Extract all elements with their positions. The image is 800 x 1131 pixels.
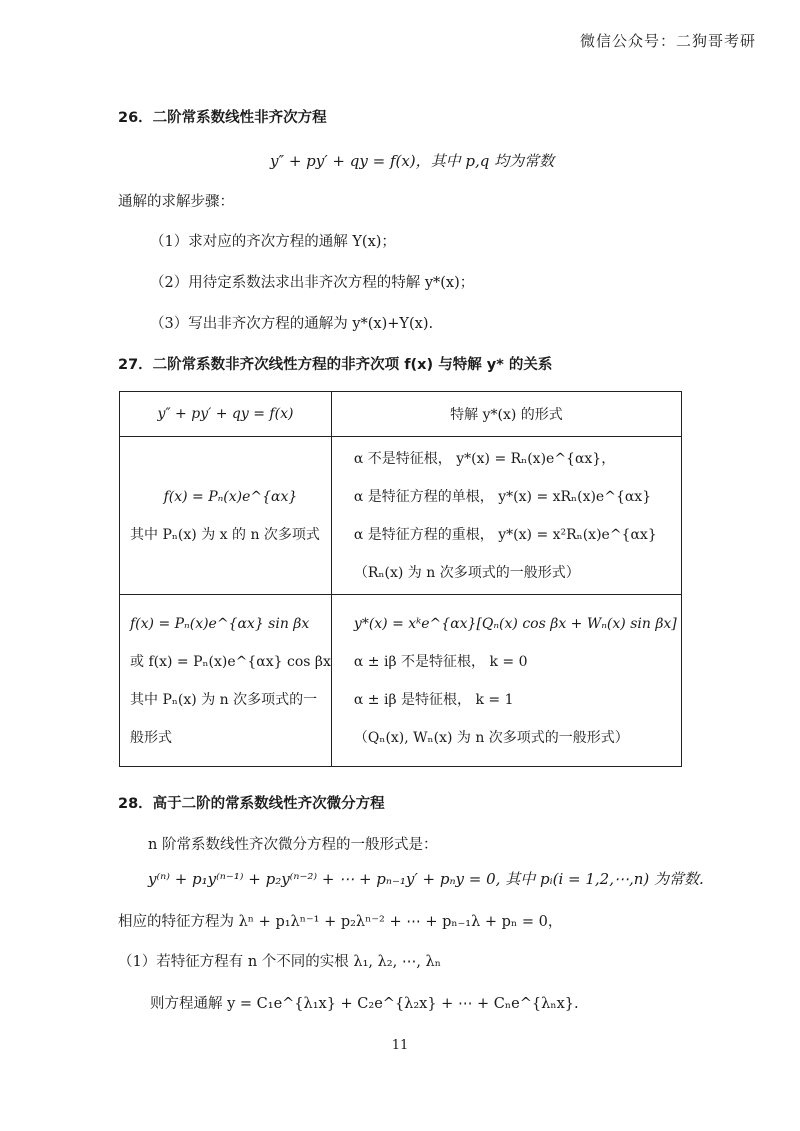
section-28-intro: n 阶常系数线性齐次微分方程的一般形式是：: [148, 837, 438, 853]
particular-solution-table: [119, 391, 682, 767]
row2-left-line2: 或 f(x) = Pₙ(x)e^{αx} cos βx: [130, 653, 331, 670]
row1-left-line2: 其中 Pₙ(x) 为 x 的 n 次多项式: [130, 526, 320, 543]
row2-right-line4: （Qₙ(x), Wₙ(x) 为 n 次多项式的一般形式）: [353, 729, 629, 746]
row2-left-cell: [120, 595, 332, 767]
row1-right-line4: （Rₙ(x) 为 n 次多项式的一般形式）: [353, 564, 580, 581]
row2-left-line1: f(x) = Pₙ(x)e^{αx} sin βx: [130, 615, 310, 632]
step-3: （3）写出非齐次方程的通解为 y*(x)+Y(x).: [150, 316, 434, 332]
step-1: （1）求对应的齐次方程的通解 Y(x)；: [150, 234, 396, 250]
section-28-heading: 28．高于二阶的常系数线性齐次微分方程: [118, 796, 385, 812]
characteristic-equation: 相应的特征方程为 λⁿ + p₁λⁿ⁻¹ + p₂λⁿ⁻² + ⋯ + pₙ₋₁λ + pₙ = 0，: [118, 914, 563, 930]
row1-left-cell: [120, 437, 332, 595]
row1-right-cell: [331, 437, 681, 595]
row2-left-line3: 其中 Pₙ(x) 为 n 次多项式的一: [130, 691, 318, 708]
section-28-equation: y⁽ⁿ⁾ + p₁y⁽ⁿ⁻¹⁾ + p₂y⁽ⁿ⁻²⁾ + ⋯ + pₙ₋₁y′ + pₙy = 0, 其中 pᵢ(i = 1,2,⋯,n) 为常数.: [148, 870, 704, 888]
section-26-heading: 26．二阶常系数线性非齐次方程: [118, 110, 327, 126]
row2-right-line3: α ± iβ 是特征根， k = 1: [353, 691, 514, 708]
row2-right-line1: y*(x) = xᵏe^{αx}[Qₙ(x) cos βx + Wₙ(x) sin βx]: [353, 615, 677, 632]
table-header-row: [120, 392, 682, 437]
page-header: 微信公众号：二狗哥考研: [579, 32, 756, 50]
section-27-heading: 27．二阶常系数非齐次线性方程的非齐次项 f(x) 与特解 y* 的关系: [118, 357, 553, 373]
table-row: [120, 595, 682, 767]
case-1-solution: 则方程通解 y = C₁e^{λ₁x} + C₂e^{λ₂x} + ⋯ + Cₙe^{λₙx}.: [150, 996, 579, 1012]
section-26-equation: y″ + py′ + qy = f(x)，其中 p,q 均为常数: [270, 152, 555, 170]
page-number: 11: [391, 1038, 409, 1053]
row2-right-cell: [331, 595, 681, 767]
row2-left-line4: 般形式: [130, 729, 172, 746]
table-header-equation: y″ + py′ + qy = f(x): [120, 392, 332, 437]
table-header-solution-form: 特解 y*(x) 的形式: [331, 392, 681, 437]
row1-right-line1: α 不是特征根， y*(x) = Rₙ(x)e^{αx}，: [353, 450, 616, 467]
steps-title: 通解的求解步骤：: [118, 194, 234, 210]
row1-right-line3: α 是特征方程的重根， y*(x) = x²Rₙ(x)e^{αx}: [353, 526, 657, 543]
row1-right-line2: α 是特征方程的单根， y*(x) = xRₙ(x)e^{αx}: [353, 488, 652, 505]
row2-right-line2: α ± iβ 不是特征根， k = 0: [353, 653, 528, 670]
table-row: [120, 437, 682, 595]
step-2: （2）用待定系数法求出非齐次方程的特解 y*(x)；: [150, 275, 475, 291]
row1-left-line1: f(x) = Pₙ(x)e^{αx}: [163, 488, 298, 505]
case-1: （1）若特征方程有 n 个不同的实根 λ₁, λ₂, ⋯, λₙ: [118, 954, 442, 970]
